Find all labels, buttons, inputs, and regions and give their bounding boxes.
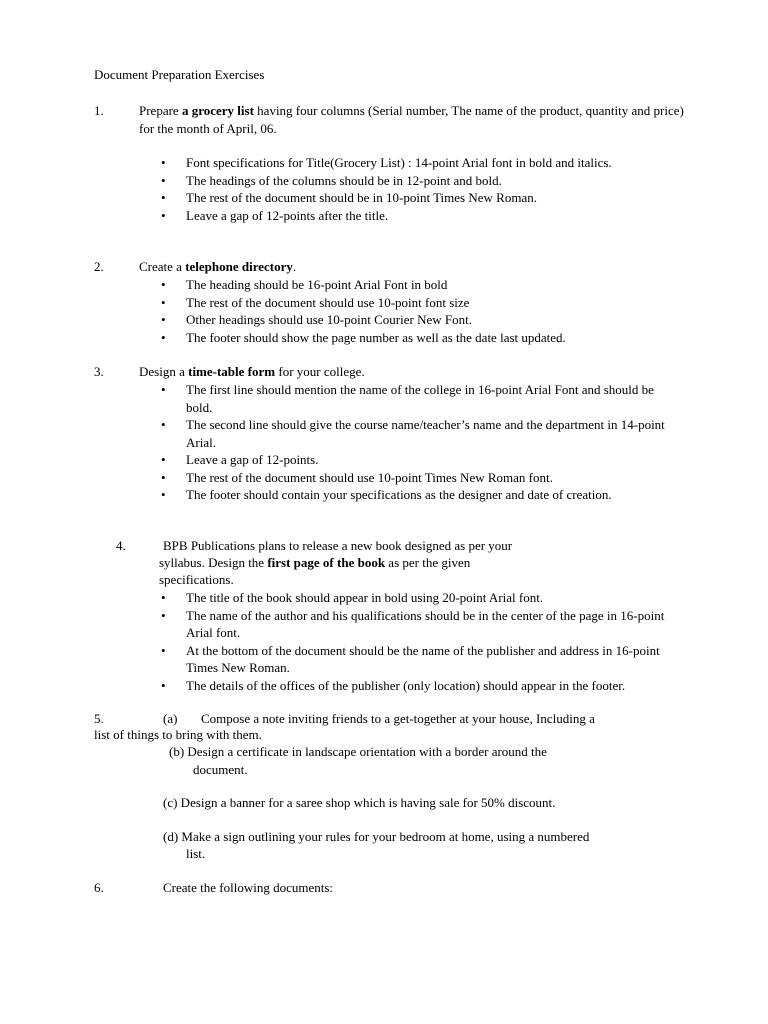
q2-bullet: • The heading should be 16-point Arial Font in bold bbox=[161, 276, 681, 294]
q4-line2-post: as per the given bbox=[385, 555, 471, 570]
q3-bullet: • The second line should give the course name/teacher’s name and the department in 14-point Arial. bbox=[161, 416, 666, 451]
q2-bullet: • Other headings should use 10-point Courier New Font. bbox=[161, 311, 681, 329]
q1-bullet-list bbox=[161, 154, 666, 224]
q5-d-line1: (d) Make a sign outlining your rules for your bedroom at home, using a numbered bbox=[163, 829, 590, 844]
q1-text bbox=[139, 102, 684, 137]
q3-text-pre: Design a bbox=[139, 364, 189, 379]
q2-text bbox=[139, 258, 296, 276]
q2-text-pre: Create a bbox=[139, 259, 186, 274]
q5-a-label: (a) bbox=[163, 711, 178, 726]
q2-text-bold: telephone directory bbox=[185, 259, 293, 274]
q4-bullet: • The title of the book should appear in bold using 20-point Arial font. bbox=[161, 589, 666, 607]
q4-line3: specifications. bbox=[159, 572, 234, 587]
q1-bullet: • Leave a gap of 12-points after the title. bbox=[161, 207, 666, 225]
q3-text bbox=[139, 363, 365, 381]
q4-line1: BPB Publications plans to release a new book designed as per your bbox=[163, 538, 513, 553]
q5-a-line1: Compose a note inviting friends to a get-together at your house, Including a bbox=[201, 711, 595, 726]
q1-text-pre: Prepare bbox=[139, 103, 182, 118]
q2-text-post: . bbox=[292, 259, 297, 274]
q6-text: Create the following documents: bbox=[163, 880, 334, 895]
q2-bullet: • The rest of the document should use 10-point font size bbox=[161, 294, 681, 312]
q5-d-line2: list. bbox=[186, 846, 206, 861]
q5-a-line2: list of things to bring with them. bbox=[94, 727, 262, 742]
q3-text-bold: time-table form bbox=[188, 364, 276, 379]
q4-bullet: • The details of the offices of the publisher (only location) should appear in the footer. bbox=[161, 677, 666, 695]
q4-number: 4. bbox=[116, 538, 126, 553]
q5-b-line1: (b) Design a certificate in landscape orientation with a border around the bbox=[169, 744, 547, 759]
q5-b-line2: document. bbox=[193, 762, 248, 777]
q6-number: 6. bbox=[94, 880, 104, 895]
q4-bullet: • At the bottom of the document should be the name of the publisher and address in 16-point Times New Roman. bbox=[161, 642, 666, 677]
q3-bullet: • The footer should contain your specifications as the designer and date of creation. bbox=[161, 486, 666, 504]
q3-bullet: • The rest of the document should use 10-point Times New Roman font. bbox=[161, 469, 666, 487]
q3-text-post: for your college. bbox=[275, 364, 365, 379]
q5-number: 5. bbox=[94, 711, 104, 726]
q1-bullet: • Font specifications for Title(Grocery List) : 14-point Arial font in bold and italics. bbox=[161, 154, 666, 172]
q2-number: 2. bbox=[94, 259, 104, 274]
q2-bullet: • The footer should show the page number as well as the date last updated. bbox=[161, 329, 681, 347]
q3-bullet-list bbox=[161, 381, 666, 504]
q1-text-post: having four columns (Serial number, The name of the product, quantity and price) for the month of April, 06. bbox=[139, 103, 684, 136]
q1-bullet: • The rest of the document should be in 10-point Times New Roman. bbox=[161, 189, 666, 207]
q3-bullet: • Leave a gap of 12-points. bbox=[161, 451, 666, 469]
q1-number: 1. bbox=[94, 103, 104, 118]
q4-bullet: • The name of the author and his qualifications should be in the center of the page in 16-point Arial font. bbox=[161, 607, 666, 642]
q4-line2-bold: first page of the book bbox=[267, 555, 386, 570]
q4-line2 bbox=[159, 554, 470, 572]
q5-c: (c) Design a banner for a saree shop which is having sale for 50% discount. bbox=[163, 795, 556, 810]
q2-bullet-list bbox=[161, 276, 681, 346]
document-title: Document Preparation Exercises bbox=[94, 67, 265, 82]
q4-bullet-list bbox=[161, 589, 666, 694]
q1-bullet: • The headings of the columns should be in 12-point and bold. bbox=[161, 172, 666, 190]
q1-text-bold: a grocery list bbox=[181, 103, 254, 118]
q3-bullet: • The first line should mention the name of the college in 16-point Arial Font and should be bold. bbox=[161, 381, 666, 416]
q3-number: 3. bbox=[94, 364, 104, 379]
q4-line2-pre: syllabus. Design the bbox=[159, 555, 268, 570]
